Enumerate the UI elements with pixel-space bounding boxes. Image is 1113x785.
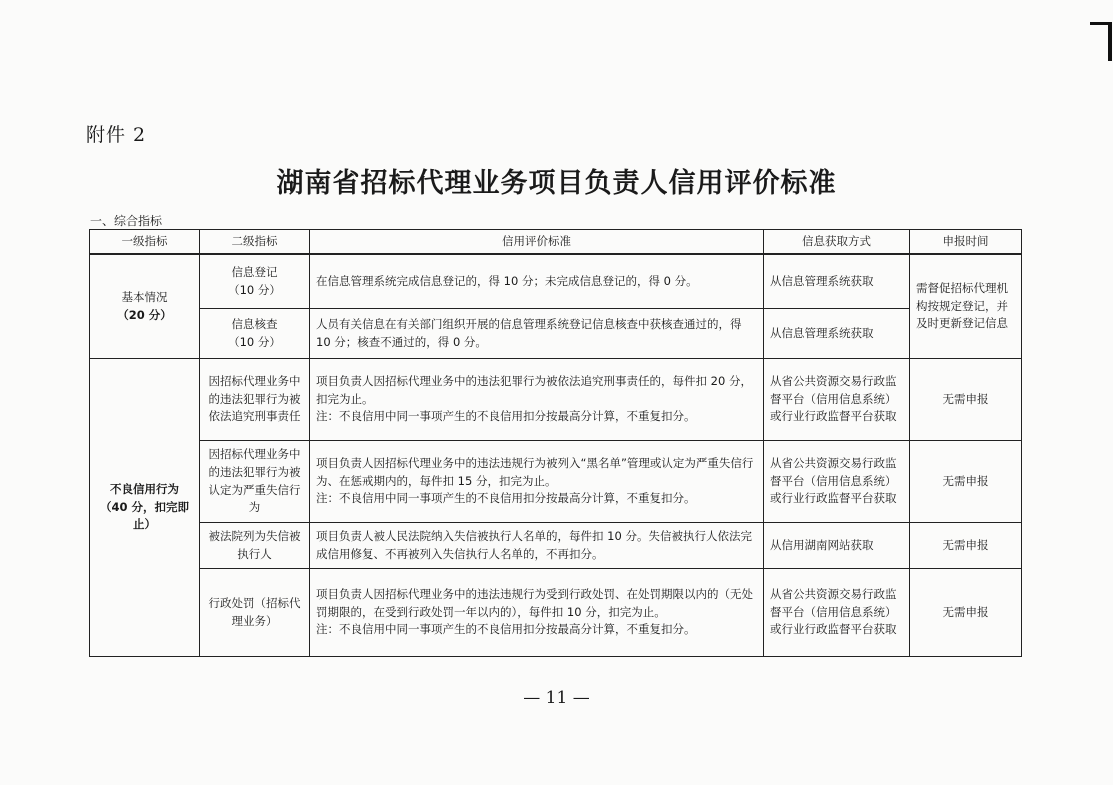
level2-score: （10 分） xyxy=(228,282,281,297)
standard-cell xyxy=(310,569,764,657)
level2-cell xyxy=(200,254,310,309)
level2-score: （10 分） xyxy=(228,334,281,349)
standard-cell: 人员有关信息在有关部门组织开展的信息管理系统登记信息核查中获核查通过的，得 10 分；核查不通过的，得 0 分。 xyxy=(310,309,764,359)
attachment-label: 附件 2 xyxy=(86,124,147,146)
source-cell: 从信息管理系统获取 xyxy=(764,254,910,309)
page-number: — 11 — xyxy=(523,688,590,708)
standard-note: 注：不良信用中同一事项产生的不良信用扣分按最高分计算，不重复扣分。 xyxy=(316,622,696,637)
level2-cell: 行政处罚（招标代理业务） xyxy=(200,569,310,657)
section-heading: 一、综合指标 xyxy=(90,214,163,228)
report-time-cell: 需督促招标代理机构按规定登记，并及时更新登记信息 xyxy=(910,254,1022,359)
table-row xyxy=(90,523,1022,569)
standard-text: 项目负责人因招标代理业务中的违法违规行为被列入“黑名单”管理或认定为严重失信行为、在惩戒期内的，每件扣 15 分，扣完为止。 xyxy=(316,455,754,488)
report-time-cell: 无需申报 xyxy=(910,441,1022,523)
standard-cell: 项目负责人被人民法院纳入失信被执行人名单的，每件扣 10 分。失信被执行人依法完成信用修复、不再被列入失信执行人名单的，不再扣分。 xyxy=(310,523,764,569)
source-cell: 从省公共资源交易行政监督平台（信用信息系统）或行业行政监督平台获取 xyxy=(764,359,910,441)
level2-cell xyxy=(200,309,310,359)
report-time-cell: 无需申报 xyxy=(910,523,1022,569)
source-cell: 从省公共资源交易行政监督平台（信用信息系统）或行业行政监督平台获取 xyxy=(764,441,910,523)
level2-cell: 被法院列为失信被执行人 xyxy=(200,523,310,569)
level2-label: 信息登记 xyxy=(231,264,278,279)
level1-label: 不良信用行为 xyxy=(110,481,179,496)
table-row xyxy=(90,441,1022,523)
standard-cell: 在信息管理系统完成信息登记的，得 10 分；未完成信息登记的，得 0 分。 xyxy=(310,254,764,309)
table-row xyxy=(90,569,1022,657)
report-time-cell: 无需申报 xyxy=(910,569,1022,657)
document-title: 湖南省招标代理业务项目负责人信用评价标准 xyxy=(276,168,837,199)
source-cell: 从信息管理系统获取 xyxy=(764,309,910,359)
table-header-row xyxy=(90,230,1022,255)
table-row xyxy=(90,359,1022,441)
report-time-cell: 无需申报 xyxy=(910,359,1022,441)
level2-cell: 因招标代理业务中的违法犯罪行为被认定为严重失信行为 xyxy=(200,441,310,523)
standard-cell xyxy=(310,359,764,441)
header-standard: 信用评价标准 xyxy=(310,230,764,255)
table-row xyxy=(90,254,1022,309)
level1-basic-cell xyxy=(90,254,200,359)
header-level2: 二级指标 xyxy=(200,230,310,255)
header-level1: 一级指标 xyxy=(90,230,200,255)
source-cell: 从省公共资源交易行政监督平台（信用信息系统）或行业行政监督平台获取 xyxy=(764,569,910,657)
level1-bad-credit-cell xyxy=(90,359,200,657)
level1-score: （40 分，扣完即止） xyxy=(99,499,189,532)
standard-text: 项目负责人因招标代理业务中的违法犯罪行为被依法追究刑事责任的，每件扣 20 分，扣完为止。 xyxy=(316,373,752,406)
standard-cell xyxy=(310,441,764,523)
level2-label: 信息核查 xyxy=(231,316,278,331)
level1-score: （20 分） xyxy=(117,307,172,322)
header-report-time: 申报时间 xyxy=(910,230,1022,255)
header-source: 信息获取方式 xyxy=(764,230,910,255)
standard-note: 注：不良信用中同一事项产生的不良信用扣分按最高分计算，不重复扣分。 xyxy=(316,409,696,424)
credit-criteria-table xyxy=(89,229,1022,657)
table-row xyxy=(90,309,1022,359)
corner-crop-mark xyxy=(1090,22,1112,61)
source-cell: 从信用湖南网站获取 xyxy=(764,523,910,569)
standard-note: 注：不良信用中同一事项产生的不良信用扣分按最高分计算，不重复扣分。 xyxy=(316,491,696,506)
level2-cell: 因招标代理业务中的违法犯罪行为被依法追究刑事责任 xyxy=(200,359,310,441)
level1-label: 基本情况 xyxy=(121,289,168,304)
standard-text: 项目负责人因招标代理业务中的违法违规行为受到行政处罚、在处罚期限以内的（无处罚期限的，在受到行政处罚一年以内的），每件扣 10 分，扣完为止。 xyxy=(316,586,753,619)
